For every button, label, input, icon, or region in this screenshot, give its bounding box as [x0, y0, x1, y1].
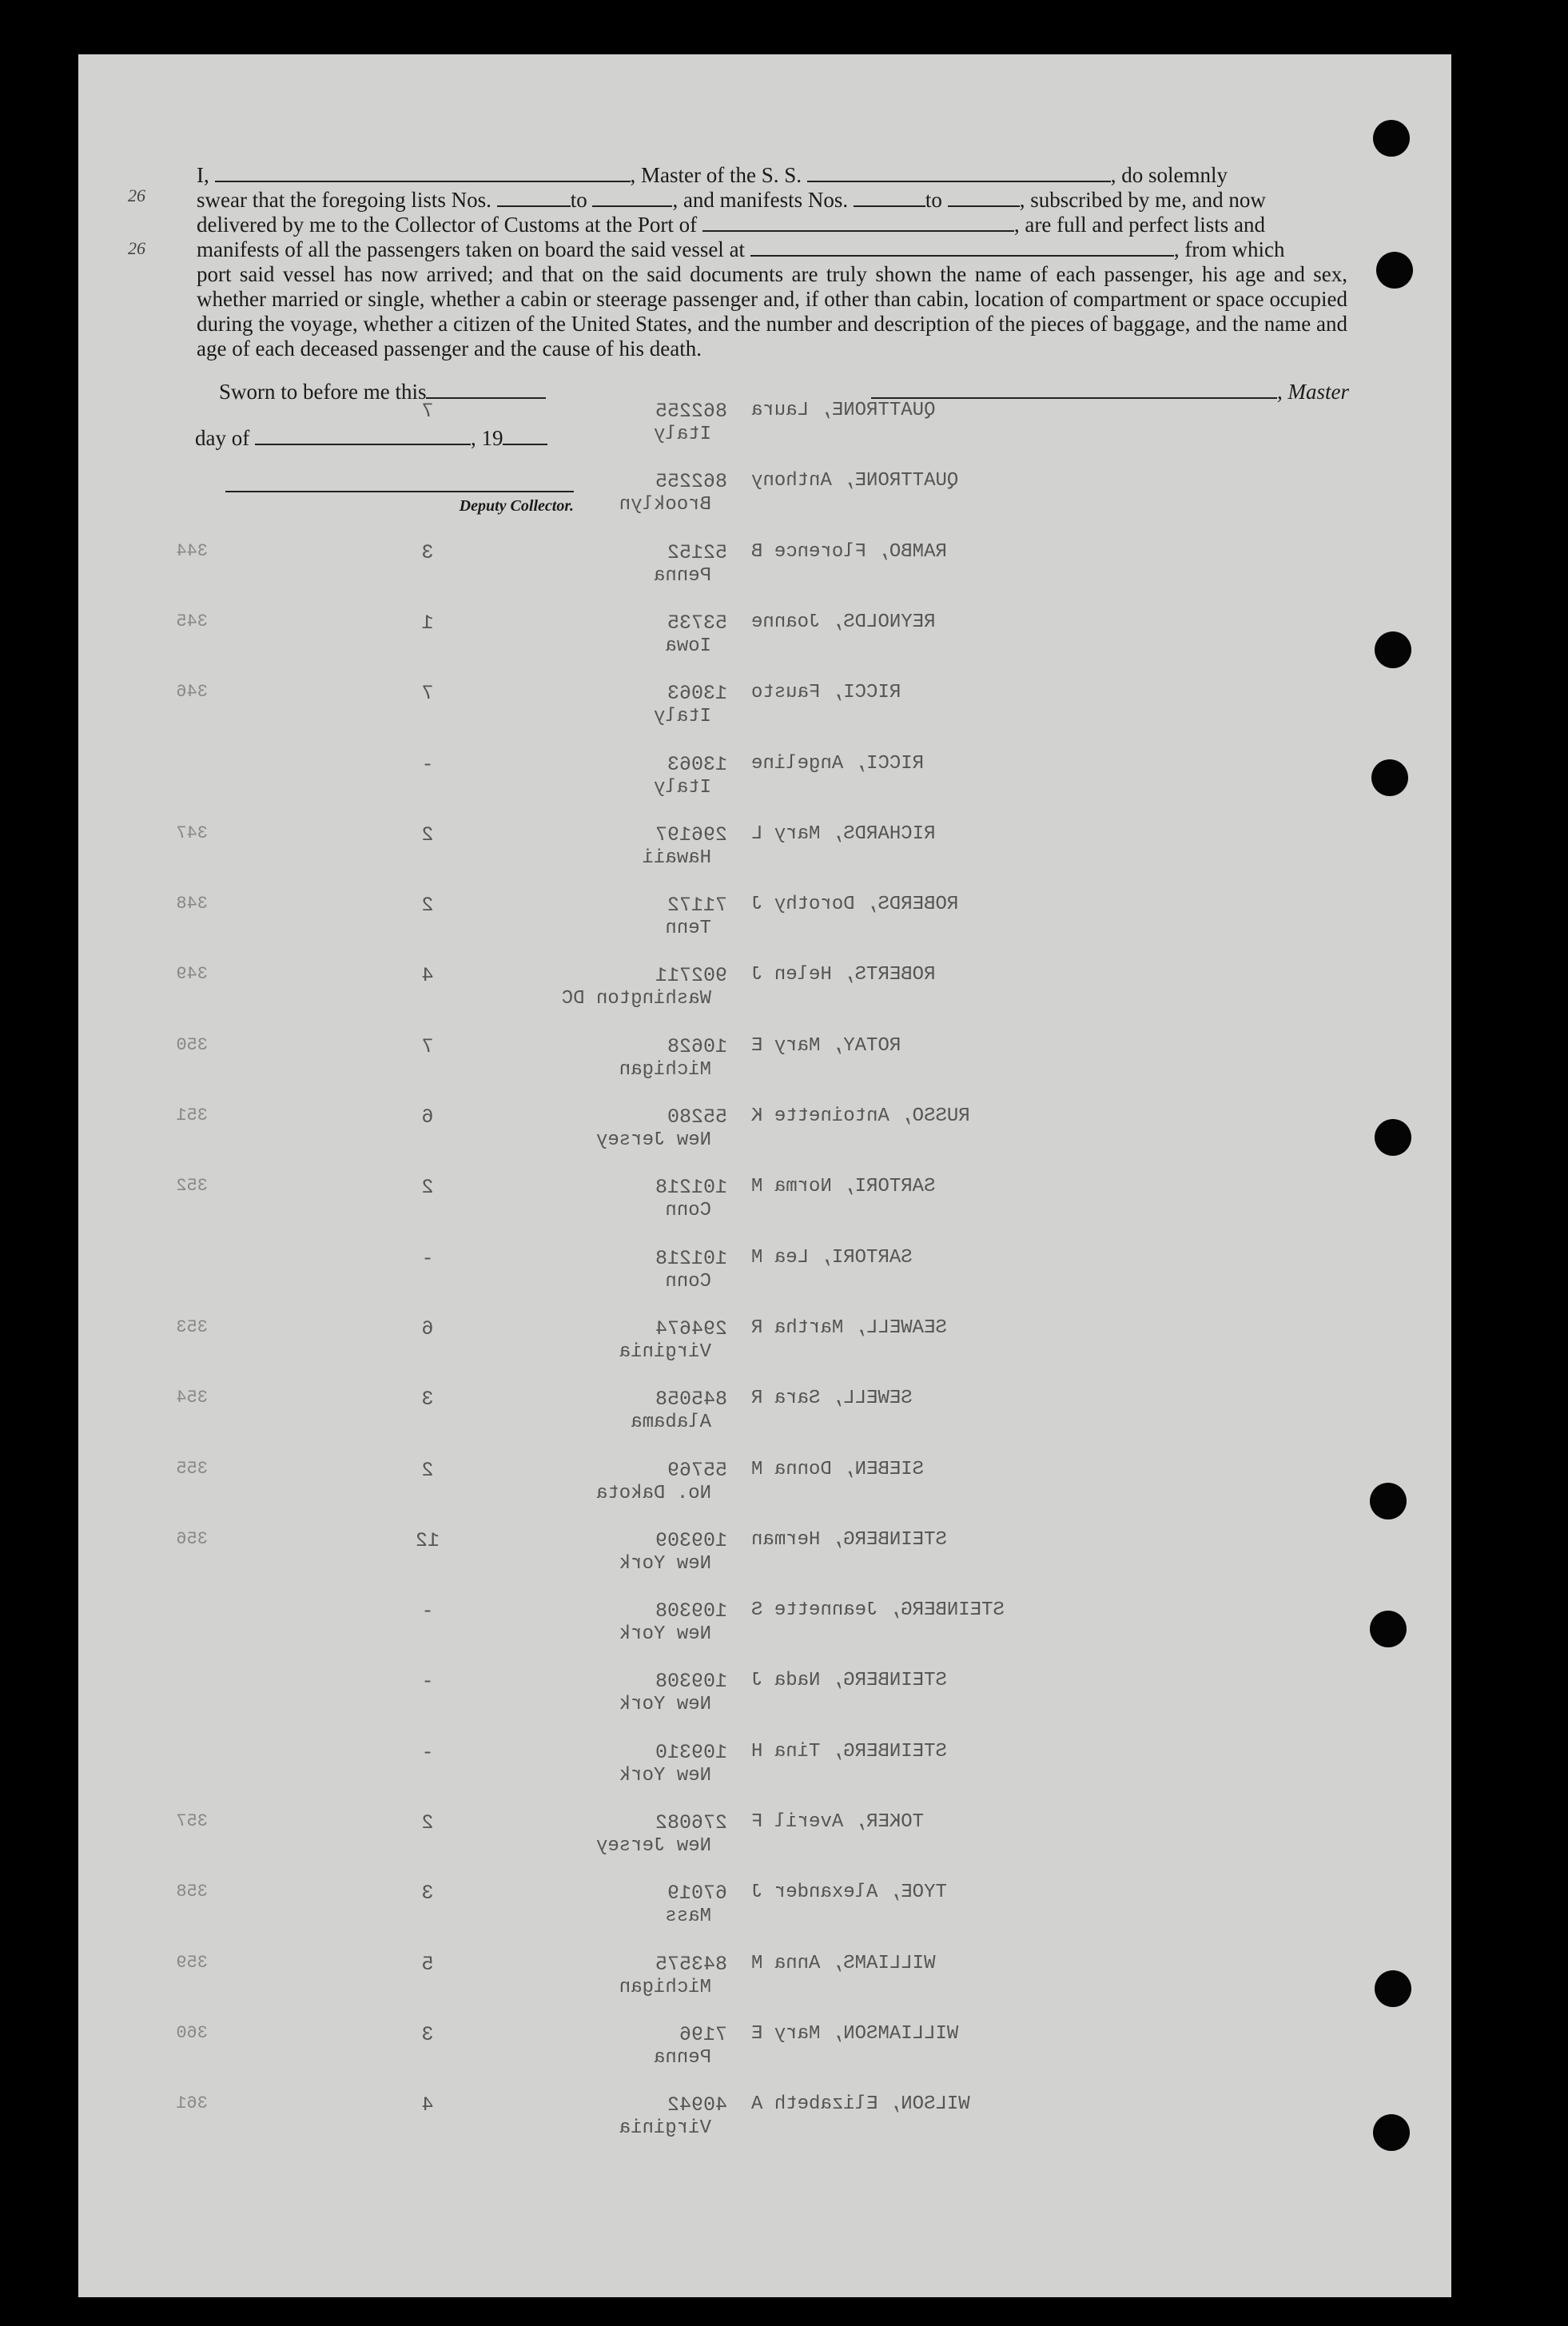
passenger-origin: Penna — [653, 2046, 711, 2069]
row-code: 351 — [176, 1105, 208, 1125]
passenger-count: 4 — [421, 964, 434, 988]
binder-hole — [1373, 120, 1410, 157]
passenger-origin: Hawaii — [642, 846, 711, 869]
passenger-origin: Conn — [665, 1270, 711, 1292]
passenger-origin: Brooklyn — [619, 494, 711, 516]
table-row — [0, 2093, 1373, 2165]
table-row — [0, 1882, 1373, 1954]
passenger-number: 109309 — [655, 1528, 727, 1552]
row-code: 345 — [176, 611, 208, 631]
passenger-origin: New Jersey — [595, 1835, 711, 1857]
table-row — [0, 753, 1373, 825]
passenger-name: RICCI, Fausto — [751, 682, 901, 704]
passenger-origin: Virginia — [619, 2117, 711, 2140]
row-code: 346 — [176, 682, 208, 703]
passenger-count: - — [421, 1670, 434, 1694]
passenger-count: 6 — [421, 1316, 434, 1340]
row-code: 356 — [176, 1528, 208, 1549]
passenger-name: STEINBERG, Nada J — [751, 1670, 947, 1692]
passenger-origin: Penna — [653, 564, 711, 587]
deputy-label: Deputy Collector. — [459, 497, 574, 515]
passenger-count: 3 — [421, 540, 434, 564]
passenger-name: WILLIAMS, Anna M — [751, 1952, 936, 1974]
table-row — [0, 682, 1373, 754]
passenger-origin: Italy — [653, 706, 711, 728]
passenger-number: 13063 — [667, 752, 727, 776]
passenger-count: 4 — [421, 2093, 434, 2117]
passenger-origin: Michigan — [619, 1976, 711, 1998]
oath-paragraph — [197, 163, 1347, 361]
oath-text: , Master of the S. S. — [630, 163, 802, 187]
passenger-name: TYOE, Alexander J — [751, 1882, 947, 1904]
binder-hole — [1375, 1970, 1411, 2007]
passenger-name: SEAWELL, Martha R — [751, 1316, 947, 1339]
passenger-origin: New York — [619, 1552, 711, 1575]
binder-hole — [1375, 631, 1411, 668]
oath-text: , and manifests Nos. — [672, 188, 849, 212]
row-code: 354 — [176, 1388, 208, 1408]
passenger-origin: New York — [619, 1764, 711, 1786]
passenger-number: 71172 — [667, 894, 727, 918]
binder-hole — [1371, 759, 1408, 796]
passenger-number: 109308 — [655, 1599, 727, 1623]
table-row — [0, 1035, 1373, 1107]
passenger-count: 7 — [421, 682, 434, 706]
year-label: , 19 — [470, 426, 503, 450]
passenger-number: 101218 — [655, 1246, 727, 1270]
passenger-name: WILLIAMSON, Mary E — [751, 2022, 959, 2045]
passenger-count: 3 — [421, 2022, 434, 2046]
oath-text: port said vessel has now arrived; and that on the said documents are truly shown the name of each passenger, his age and sex, whether married or single, whether a cabin or steerage passenger and, if other than cabin, location of compartment or space occupied during the voyage, whether a citizen of the United States, and the number and description of the pieces of baggage, and the name and age of each deceased passenger and the cause of his death. — [197, 262, 1347, 360]
passenger-origin: Alabama — [631, 1412, 711, 1434]
passenger-number: 7196 — [679, 2022, 727, 2046]
passenger-name: ROTAY, Mary E — [751, 1034, 901, 1057]
passenger-count: 2 — [421, 1458, 434, 1482]
passenger-origin: No. Dakota — [595, 1482, 711, 1504]
oath-text: to — [925, 188, 942, 212]
table-row — [0, 1741, 1373, 1813]
row-code: 360 — [176, 2022, 208, 2043]
passenger-name: RICHARDS, Mary L — [751, 822, 936, 845]
passenger-name: RAMBO, Florence B — [751, 540, 947, 563]
passenger-origin: Mass — [665, 1906, 711, 1928]
row-code: 348 — [176, 894, 208, 914]
passenger-count: 3 — [421, 1882, 434, 1906]
table-row — [0, 1388, 1373, 1460]
passenger-count: 6 — [421, 1105, 434, 1129]
table-row — [0, 1529, 1373, 1601]
passenger-count: 2 — [421, 894, 434, 918]
passenger-name: ROBERDS, Dorothy J — [751, 894, 959, 916]
passenger-count: - — [421, 1599, 434, 1623]
passenger-name: WILSON, Elizabeth A — [751, 2093, 970, 2116]
table-row — [0, 1105, 1373, 1177]
passenger-name: SARTORI, Norma M — [751, 1176, 936, 1198]
passenger-count: - — [421, 752, 434, 776]
passenger-number: 109308 — [655, 1670, 727, 1694]
passenger-name: QUATTRONE, Anthony — [751, 470, 959, 492]
passenger-number: 845058 — [655, 1388, 727, 1412]
row-code: 355 — [176, 1458, 208, 1479]
table-row — [0, 1953, 1373, 2025]
oath-text: manifests of all the passengers taken on board the said vessel at — [197, 237, 746, 261]
oath-text: , from which — [1173, 237, 1285, 261]
passenger-count: - — [421, 1740, 434, 1764]
table-row — [0, 823, 1373, 895]
passenger-name: TOKER, Averil F — [751, 1811, 925, 1833]
passenger-name: STEINBERG, Tina H — [751, 1740, 947, 1762]
table-row — [0, 470, 1373, 542]
passenger-name: SEWELL, Sara R — [751, 1388, 913, 1410]
row-code: 347 — [176, 822, 208, 843]
passenger-number: 296197 — [655, 822, 727, 846]
passenger-count: 5 — [421, 1952, 434, 1976]
binder-hole — [1370, 1611, 1407, 1647]
passenger-count: 7 — [421, 400, 434, 423]
passenger-number: 276082 — [655, 1811, 727, 1834]
row-code: 359 — [176, 1952, 208, 1973]
master-label: , Master — [1277, 380, 1349, 404]
passenger-name: SIEBEN, Donna M — [751, 1458, 925, 1480]
passenger-origin: Michigan — [619, 1058, 711, 1081]
table-row — [0, 611, 1373, 683]
passenger-count: 2 — [421, 822, 434, 846]
passenger-count: - — [421, 1246, 434, 1270]
oath-text: delivered by me to the Collector of Customs at the Port of — [197, 213, 698, 237]
passenger-number: 40942 — [667, 2093, 727, 2117]
table-row — [0, 1317, 1373, 1389]
oath-text: , do solemnly — [1110, 163, 1228, 187]
table-row — [0, 1459, 1373, 1531]
margin-mark: 26 — [128, 238, 145, 258]
passenger-count: 1 — [421, 611, 434, 635]
table-row — [0, 1176, 1373, 1248]
passenger-origin: New York — [619, 1623, 711, 1646]
table-row — [0, 1670, 1373, 1742]
oath-text: swear that the foregoing lists Nos. — [197, 188, 491, 212]
passenger-number: 52152 — [667, 540, 727, 564]
table-row — [0, 2023, 1373, 2095]
day-label: day of — [195, 426, 250, 450]
passenger-number: 862255 — [655, 400, 727, 423]
row-code: 358 — [176, 1882, 208, 1902]
passenger-name: REYNOLDS, Joanne — [751, 611, 936, 633]
passenger-number: 294674 — [655, 1316, 727, 1340]
row-code: 353 — [176, 1316, 208, 1337]
passenger-origin: New Jersey — [595, 1129, 711, 1151]
passenger-number: 67019 — [667, 1882, 727, 1906]
passenger-origin: Tenn — [665, 918, 711, 940]
binder-hole — [1373, 2114, 1410, 2151]
table-row — [0, 1247, 1373, 1319]
passenger-origin: Virginia — [619, 1340, 711, 1363]
passenger-number: 862255 — [655, 470, 727, 494]
passenger-origin: New York — [619, 1694, 711, 1716]
passenger-origin: Washington DC — [561, 988, 711, 1010]
passenger-number: 101218 — [655, 1176, 727, 1200]
binder-hole — [1370, 1483, 1407, 1519]
oath-text: I, — [197, 163, 209, 187]
passenger-name: RUSSO, Antoinette K — [751, 1105, 970, 1127]
passenger-name: RICCI, Angeline — [751, 752, 925, 775]
table-row — [0, 1811, 1373, 1883]
margin-mark: 26 — [128, 185, 145, 205]
passenger-name: STEINBERG, Herman — [751, 1528, 947, 1551]
binder-hole — [1375, 1119, 1411, 1156]
oath-text: , are full and perfect lists and — [1013, 213, 1266, 237]
passenger-number: 10628 — [667, 1034, 727, 1058]
passenger-origin: Italy — [653, 424, 711, 445]
row-code: 344 — [176, 540, 208, 561]
passenger-origin: Iowa — [665, 635, 711, 657]
table-row — [0, 400, 1373, 472]
table-row — [0, 1599, 1373, 1671]
passenger-number: 55769 — [667, 1458, 727, 1482]
passenger-count: 2 — [421, 1811, 434, 1834]
table-row — [0, 964, 1373, 1036]
passenger-count: 12 — [416, 1528, 440, 1552]
sworn-label: Sworn to before me this — [219, 380, 427, 404]
passenger-count: 7 — [421, 1034, 434, 1058]
passenger-number: 109310 — [655, 1740, 727, 1764]
oath-text: , subscribed by me, and now — [1019, 188, 1266, 212]
passenger-number: 13063 — [667, 682, 727, 706]
passenger-name: STEINBERG, Jeannette S — [751, 1599, 1005, 1622]
passenger-origin: Italy — [653, 776, 711, 799]
row-code: 349 — [176, 964, 208, 985]
row-code: 352 — [176, 1176, 208, 1197]
passenger-number: 902711 — [655, 964, 727, 988]
row-code: 350 — [176, 1034, 208, 1055]
passenger-name: QUATTRONE, Laura — [751, 400, 936, 421]
table-row — [0, 894, 1373, 966]
row-code: 357 — [176, 1811, 208, 1831]
passenger-count: 2 — [421, 1176, 434, 1200]
passenger-number: 55280 — [667, 1105, 727, 1129]
passenger-name: SARTORI, Lea M — [751, 1246, 913, 1269]
table-row — [0, 541, 1373, 613]
binder-hole — [1376, 252, 1413, 289]
passenger-number: 843575 — [655, 1952, 727, 1976]
passenger-number: 53735 — [667, 611, 727, 635]
passenger-origin: Conn — [665, 1200, 711, 1222]
oath-text: to — [570, 188, 587, 212]
passenger-count: 3 — [421, 1388, 434, 1412]
row-code: 361 — [176, 2093, 208, 2114]
passenger-name: ROBERTS, Helen J — [751, 964, 936, 986]
